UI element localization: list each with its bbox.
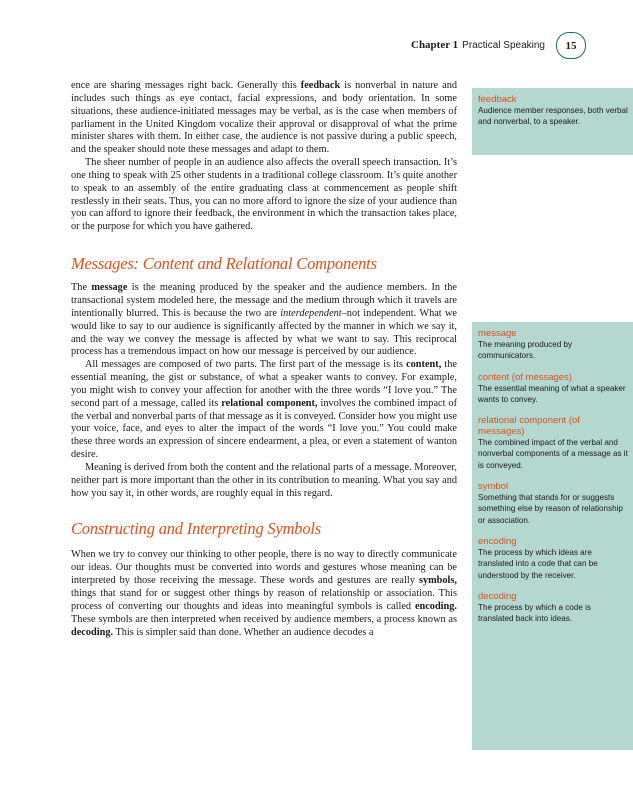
glossary-definition: The process by which ideas are translated into a code that can be understood by the receiver.: [478, 547, 598, 580]
text-run: When we try to convey our thinking to other people, there is no way to directly communicate our ideas. Our thoughts must be converted into words and gestures whose meaning can be interpreted by those receiving the message. These words and gestures are really: [71, 549, 457, 587]
paragraph: Meaning is derived from both the content and the relational parts of a message. Moreover, neither part is more important than the other in its contribution to meaning. What you say and how you say it, in other words, are roughly equal in this regard.: [71, 461, 457, 499]
chapter-label: Chapter 1: [411, 39, 459, 51]
page-number: 15: [556, 32, 586, 59]
glossary-definition: The process by which a code is translated back into ideas.: [478, 602, 591, 624]
glossary-term: message: [478, 328, 517, 339]
paragraph: [71, 549, 457, 639]
text-run: These symbols are then interpreted when received by audience members, a process known as: [71, 613, 457, 625]
key-term: decoding.: [71, 626, 114, 638]
text-run: –not independent. What we would like to say to our audience is significantly affected by the manner in which we say it, and the way we convey the message is affected by what we want to say. This reciprocal process has a tremendous impact on how our message is perceived by our audience.: [71, 307, 458, 358]
glossary-definition: The essential meaning of what a speaker wants to convey.: [478, 383, 626, 404]
text-run: the essential meaning, the gist or substance, of what a speaker wants to convey. For example, you might wish to convey your affection for another with the three words “I love you.” The second part of a message, called its: [71, 359, 457, 409]
text-run: is nonverbal in nature and includes such things as eye contact, facial expressions, and body orientation. In some situations, these audience-initiated messages may be verbal, as is the case when members of parliament in the United Kingdom vocalize their approval or disapproval of what the prime minister shares with them. In either case, the audience is not passive during a public speech, and the speaker should note these messages and adapt to them.: [71, 80, 458, 156]
text-run: The: [71, 282, 92, 294]
text-run: involves the combined impact of the verbal and nonverbal parts of that message as it is conveyed. Consider how you might use your voice, face, and eyes to alter the impact of the words “I love you.” You could make these three words an expression of sincere endearment, a plea, or even a statement of wanton desire.: [71, 397, 457, 461]
glossary-entry: [478, 591, 628, 625]
text-run: All messages are composed of two parts. The first part of the message is its: [85, 359, 407, 371]
glossary-definition: The meaning produced by communicators.: [478, 340, 573, 361]
main-column: [71, 80, 457, 639]
glossary-entry: [478, 481, 628, 526]
glossary-box-side: [472, 322, 633, 750]
key-term: message: [91, 282, 128, 294]
key-term: relational component,: [221, 397, 318, 409]
paragraph: [71, 359, 457, 462]
text-run: things that stand for or suggest other things by reason of relationship or association. This process of converting our thoughts and ideas into meaningful symbols is called: [71, 588, 457, 612]
glossary-term: symbol: [478, 481, 509, 493]
emphasis: interdependent: [280, 307, 342, 319]
key-term: feedback: [300, 80, 341, 91]
glossary-box-top: [472, 88, 633, 155]
glossary-definition: The combined impact of the verbal and nonverbal components of a message as it is conveyed.: [478, 438, 628, 470]
section-heading: Messages: Content and Relational Components: [71, 254, 377, 274]
chapter-title: Practical Speaking: [462, 39, 545, 51]
glossary-entry: [478, 372, 628, 406]
glossary-entry: [478, 328, 628, 362]
glossary-entry: [478, 415, 628, 471]
key-term: content,: [406, 359, 442, 371]
glossary-term: decoding: [478, 590, 517, 602]
glossary-term: feedback: [478, 94, 517, 105]
glossary-term: content (of messages): [478, 371, 572, 383]
key-term: symbols,: [418, 575, 457, 587]
text-run: ence are sharing messages right back. Generally this: [71, 80, 301, 91]
glossary-definition: Something that stands for or suggests something else by reason of relationship or association.: [478, 493, 623, 525]
glossary-entry: [478, 94, 628, 128]
paragraph: [71, 282, 457, 359]
text-run: is the meaning produced by the speaker and the audience members. In the transactional system modeled here, the message and the medium through which it travels are intentionally blurred. This is because the two are: [71, 282, 457, 319]
glossary-definition: Audience member responses, both verbal and nonverbal, to a speaker.: [478, 106, 628, 127]
text-run: This is simpler said than done. Whether an audience decodes a: [113, 626, 374, 638]
glossary-entry: [478, 536, 628, 581]
paragraph: [71, 80, 457, 157]
section-heading: Constructing and Interpreting Symbols: [71, 519, 322, 539]
paragraph: The sheer number of people in an audience also affects the overall speech transaction. It’s one thing to speak with 25 other students in a traditional college classroom. It’s quite another to speak to an assembly of the entire graduating class at commencement as people shift restlessly in their seats. Thus, you can no more afford to ignore the size of your audience than you can afford to ignore their feedback, the environment in which the transaction takes place, or the purpose for which you have gathered.: [71, 157, 457, 233]
glossary-term: relational component (of messages): [478, 415, 580, 438]
glossary-term: encoding: [478, 535, 517, 547]
key-term: encoding.: [414, 600, 457, 612]
